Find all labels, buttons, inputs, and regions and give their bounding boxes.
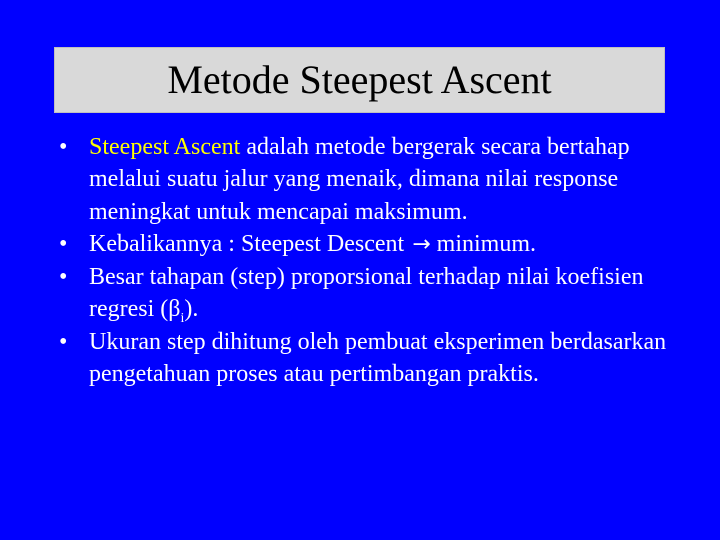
bullet-item-4 [58,326,678,391]
beta-subscript: i [180,311,185,327]
arrow-right-icon: → [412,231,431,257]
bullet-icon: • [59,328,68,355]
bullet-item-1 [58,131,678,228]
bullet-text: Besar tahapan (step) proporsional terhadap nilai koefisien regresi (β [89,264,644,323]
bullet-item-3 [58,261,678,326]
bullet-item-2 [58,228,678,261]
bullet-icon: • [59,230,68,257]
bullet-text: Kebalikannya : Steepest Descent [89,230,405,257]
bullet-text: adalah metode bergerak secara bertahap melalui suatu jalur yang menaik, dimana nilai response meningkat untuk mencapai maksimum. [89,134,630,225]
slide-title: Metode Steepest Ascent [167,57,552,102]
bullet-icon: • [59,264,68,291]
bullet-icon: • [59,134,68,160]
bullet-list [58,131,678,390]
bullet-text: Ukuran step dihitung oleh pembuat eksperimen berdasarkan pengetahuan proses atau pertimbangan praktis. [89,328,667,388]
highlighted-term: Steepest Ascent [89,134,241,160]
bullet-text-end: ). [184,296,199,323]
title-box [54,47,665,113]
bullet-text-end: minimum. [436,230,537,257]
